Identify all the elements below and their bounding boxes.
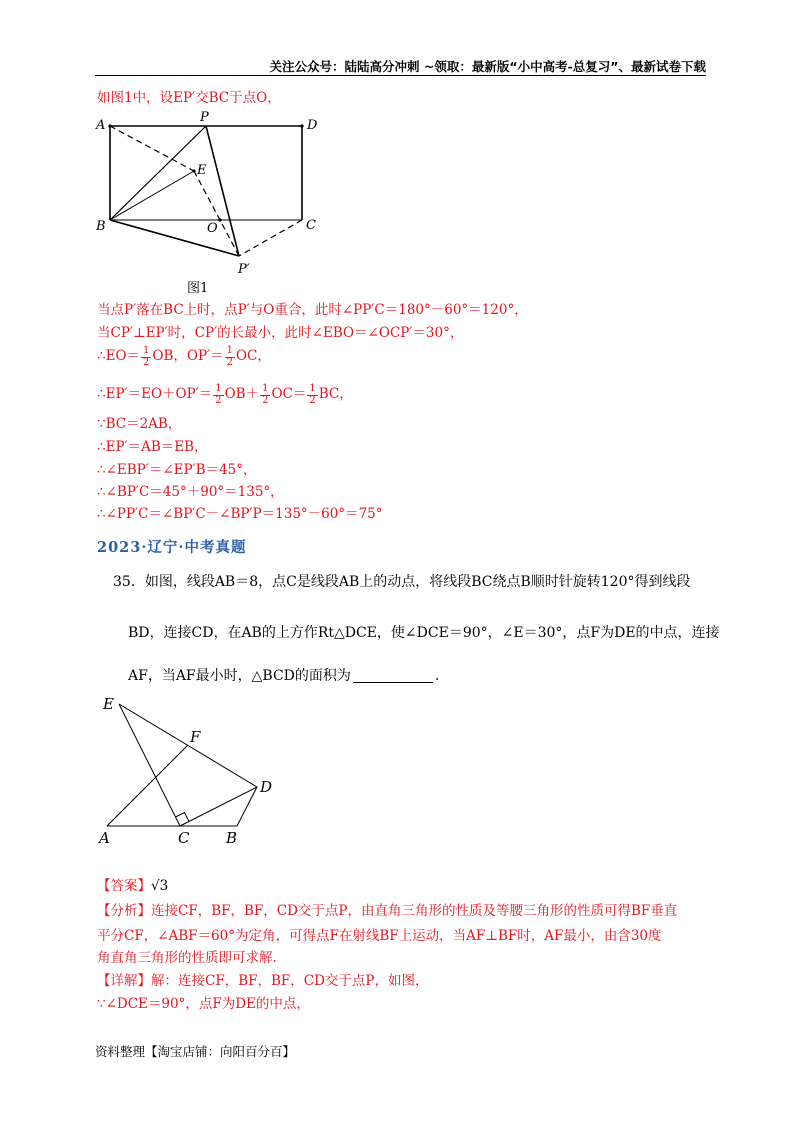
detail-text-1: 解：连接CF，BF，BF，CD交于点P，如图， bbox=[151, 973, 429, 989]
label-E: E bbox=[197, 163, 207, 178]
segment-CD bbox=[180, 787, 257, 826]
label-B: B bbox=[96, 219, 106, 234]
segment-PPp bbox=[206, 126, 239, 256]
solution-line-2: 当CP′⊥EP′时，CP′的长最小，此时∠EBO＝∠OCP′＝30°， bbox=[97, 325, 464, 341]
page-header bbox=[95, 57, 706, 76]
detail-line-2: ∵∠DCE＝90°，点F为DE的中点， bbox=[97, 996, 310, 1012]
solution-line-4 bbox=[97, 384, 353, 406]
fraction-half: $\frac{1}{2}$ bbox=[262, 383, 269, 406]
segment-BD bbox=[237, 787, 257, 826]
question-line-1: 35．如图，线段AB＝8，点C是线段AB上的动点，将线段BC绕点B顺时针旋转120°得到线段 bbox=[113, 574, 691, 590]
solution-line-4d: BC， bbox=[318, 386, 353, 403]
fraction-half: $\frac{1}{2}$ bbox=[143, 345, 150, 368]
header-text: 关注公众号：陆陆高分冲刺 ~领取：最新版“小中高考-总复习”、最新试卷下载 bbox=[269, 59, 706, 74]
figure-2-diagram bbox=[95, 690, 285, 850]
fraction-half: $\frac{1}{2}$ bbox=[309, 383, 316, 406]
solution-line-9: ∴∠PP′C＝∠BP′C－∠BP′P＝135°－60°＝75° bbox=[97, 506, 383, 522]
analysis-line-1 bbox=[97, 905, 677, 919]
question-line-3 bbox=[128, 669, 439, 683]
solution-line-4c: OC＝ bbox=[271, 386, 307, 403]
solution-line-3b: OB，OP′＝ bbox=[152, 348, 224, 365]
detail-line-1 bbox=[97, 975, 429, 989]
solution-line-4b: OB＋ bbox=[224, 386, 260, 403]
label-A: A bbox=[99, 829, 110, 847]
solution-line-3c: OC， bbox=[235, 348, 271, 365]
detail-tag: 【详解】 bbox=[97, 973, 151, 989]
solution-intro: 如图1中，设EP′交BC于点O， bbox=[97, 90, 281, 106]
segment-BPp bbox=[110, 220, 239, 256]
solution-line-1: 当点P′落在BC上时，点P′与O重合，此时∠PP′C＝180°－60°＝120°， bbox=[97, 302, 528, 318]
solution-line-3 bbox=[97, 346, 271, 368]
figure-1-diagram bbox=[90, 108, 330, 288]
label-O: O bbox=[207, 221, 218, 236]
label-Pprime: P′ bbox=[238, 262, 250, 277]
figure-1-caption: 图1 bbox=[187, 281, 209, 296]
segment-BP-2 bbox=[110, 126, 206, 220]
solution-line-5: ∵BC＝2AB， bbox=[97, 416, 182, 432]
label-F: F bbox=[190, 728, 201, 746]
question-line-3b: . bbox=[434, 668, 440, 684]
label-P: P bbox=[200, 110, 209, 125]
section-title: 2023·辽宁·中考真题 bbox=[97, 539, 247, 556]
segment-CPp bbox=[239, 220, 302, 256]
solution-line-7: ∴∠EBP′＝∠EP′B＝45°， bbox=[97, 462, 257, 478]
label-C: C bbox=[178, 829, 190, 847]
label-C: C bbox=[306, 218, 316, 233]
question-line-3a: AF，当AF最小时，△BCD的面积为 bbox=[128, 668, 351, 684]
answer-tag: 【答案】 bbox=[97, 878, 151, 894]
solution-line-8: ∴∠BP′C＝45°＋90°＝135°， bbox=[97, 484, 284, 500]
analysis-line-3: 角直角三角形的性质即可求解. bbox=[97, 950, 277, 966]
segment-AF bbox=[107, 745, 188, 826]
answer-value: √3 bbox=[151, 878, 169, 894]
label-D: D bbox=[307, 118, 318, 133]
label-D: D bbox=[260, 778, 273, 796]
answer-line bbox=[97, 878, 168, 894]
label-B: B bbox=[226, 829, 238, 847]
question-line-2: BD，连接CD，在AB的上方作Rt△DCE，使∠DCE＝90°，∠E＝30°，点F为DE的中点，连接 bbox=[128, 625, 720, 641]
segment-EPp bbox=[194, 171, 239, 256]
solution-line-3a: ∴EO＝ bbox=[97, 348, 141, 365]
analysis-line-2: 平分CF，∠ABF＝60°为定角，可得点F在射线BF上运动，当AF⊥BF时，AF最小，由含30度 bbox=[97, 928, 662, 944]
fraction-half: $\frac{1}{2}$ bbox=[215, 383, 222, 406]
solution-line-6: ∴EP′＝AB＝EB， bbox=[97, 439, 208, 455]
label-A: A bbox=[96, 118, 106, 133]
label-E: E bbox=[103, 695, 114, 713]
fraction-half: $\frac{1}{2}$ bbox=[226, 345, 233, 368]
page-footer: 资料整理【淘宝店铺：向阳百分百】 bbox=[95, 1044, 296, 1059]
analysis-text-1: 连接CF，BF，BF，CD交于点P，由直角三角形的性质及等腰三角形的性质可得BF垂直 bbox=[151, 903, 678, 919]
analysis-tag: 【分析】 bbox=[97, 903, 151, 919]
answer-blank bbox=[353, 670, 433, 683]
segment-AE bbox=[110, 126, 194, 171]
solution-line-4a: ∴EP′＝EO＋OP′＝ bbox=[97, 386, 213, 403]
